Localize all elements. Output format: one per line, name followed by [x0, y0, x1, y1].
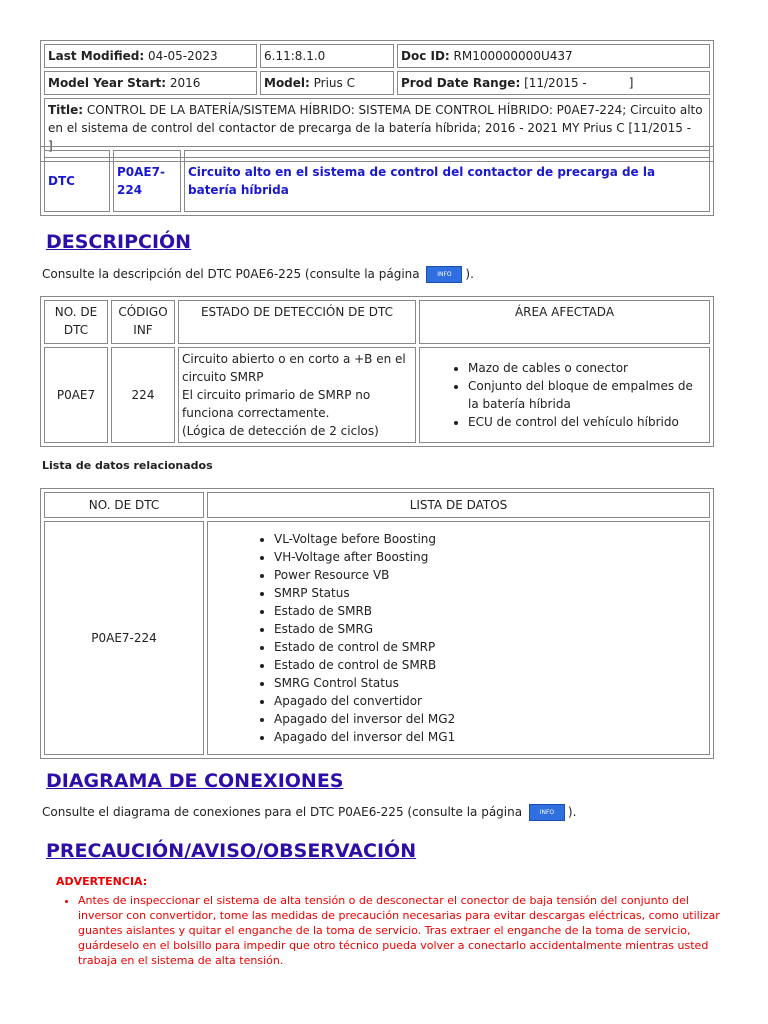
- cell-code: 224: [111, 347, 175, 443]
- list-item: • SMRG Control Status: [274, 674, 709, 692]
- doc-id-cell: [397, 44, 710, 68]
- last-modified-value: 04-05-2023: [144, 49, 218, 63]
- doc-id-label: Doc ID:: [401, 49, 450, 63]
- header-codigo-inf: CÓDIGO INF: [111, 300, 175, 344]
- cell-state: [178, 347, 416, 443]
- doc-id-value: RM100000000U437: [449, 49, 573, 63]
- list-item: • VH-Voltage after Boosting: [274, 548, 709, 566]
- prod-range-cell: [397, 71, 710, 95]
- prod-range-label: Prod Date Range:: [401, 76, 521, 90]
- cell-data-list: [207, 521, 710, 755]
- areas-list: [450, 359, 706, 431]
- dtc-code: P0AE7-224: [113, 150, 181, 212]
- title-label: Title:: [48, 103, 84, 117]
- list-item: • Estado de control de SMRB: [274, 656, 709, 674]
- dtc-header-table: [40, 146, 714, 216]
- diagrama-text-after: ).: [567, 805, 577, 819]
- version-cell: 6.11:8.1.0: [260, 44, 394, 68]
- document-meta-table: [40, 40, 730, 162]
- header-area: ÁREA AFECTADA: [419, 300, 710, 344]
- warning-list: [62, 893, 730, 968]
- descripcion-text-before: Consulte la descripción del DTC P0AE6-225 (consulte la página: [42, 267, 424, 281]
- diagrama-heading: DIAGRAMA DE CONEXIONES: [46, 770, 344, 792]
- model-year-value: 2016: [166, 76, 201, 90]
- list-item: • SMRP Status: [274, 584, 709, 602]
- descripcion-text: [42, 266, 474, 283]
- last-modified-label: Last Modified:: [48, 49, 145, 63]
- list-item: • Conjunto del bloque de empalmes de la batería híbrida: [468, 377, 706, 413]
- last-modified-cell: [44, 44, 257, 68]
- header-estado: ESTADO DE DETECCIÓN DE DTC: [178, 300, 416, 344]
- header-lista-datos: LISTA DE DATOS: [207, 492, 710, 518]
- title-value: CONTROL DE LA BATERÍA/SISTEMA HÍBRIDO: SISTEMA DE CONTROL HÍBRIDO: P0AE7-224; Circuito alto en el sistema de control del contactor de precarga de la batería híbrida; 2016 - 2021 MY Prius C [11/2015 - ]: [48, 103, 730, 153]
- list-item: • Estado de control de SMRP: [274, 638, 709, 656]
- warning-item: • Antes de inspeccionar el sistema de alta tensión o de desconectar el conector de baja tensión del conjunto del inversor con convertidor, tome las medidas de precaución necesarias para evitar descargas eléctricas, como utilizar guantes aislantes y quitar el enganche de la toma de servicio. Tras extraer el enganche de la toma de servicio, guárdeselo en el bolsillo para impedir que otro técnico pueda volver a conectarlo accidentalmente mientras usted trabaja en el sistema de alta tensión.: [78, 893, 730, 968]
- precaucion-heading: PRECAUCIÓN/AVISO/OBSERVACIÓN: [46, 840, 417, 862]
- model-value: Prius C: [309, 76, 355, 90]
- list-item: • Estado de SMRG: [274, 620, 709, 638]
- list-item: • Estado de SMRB: [274, 602, 709, 620]
- info-button[interactable]: INFO: [426, 266, 462, 283]
- state-line-2: El circuito primario de SMRP no funciona correctamente.: [182, 388, 371, 420]
- related-data-table: [40, 488, 714, 759]
- list-item: • Power Resource VB: [274, 566, 709, 584]
- list-item: • Apagado del inversor del MG2: [274, 710, 709, 728]
- diagrama-text-before: Consulte el diagrama de conexiones para el DTC P0AE6-225 (consulte la página: [42, 805, 526, 819]
- list-item: • VL-Voltage before Boosting: [274, 530, 709, 548]
- data-list: [256, 530, 709, 746]
- cell-dtc: P0AE7-224: [44, 521, 204, 755]
- diagrama-text: [42, 804, 576, 821]
- table-row: [44, 347, 710, 443]
- list-item: • Apagado del convertidor: [274, 692, 709, 710]
- model-cell: [260, 71, 394, 95]
- list-item: • Apagado del inversor del MG1: [274, 728, 709, 746]
- warning-title: ADVERTENCIA:: [56, 875, 148, 888]
- cell-dtc: P0AE7: [44, 347, 108, 443]
- descripcion-heading: DESCRIPCIÓN: [46, 231, 192, 253]
- header-dtc-no: NO. DE DTC: [44, 492, 204, 518]
- header-dtc-no: NO. DE DTC: [44, 300, 108, 344]
- model-label: Model:: [264, 76, 310, 90]
- prod-range-value: [11/2015 - ]: [520, 76, 634, 90]
- state-line-3: (Lógica de detección de 2 ciclos): [182, 424, 379, 438]
- model-year-cell: [44, 71, 257, 95]
- dtc-detection-table: [40, 296, 714, 447]
- table-row: [44, 521, 710, 755]
- info-button[interactable]: INFO: [529, 804, 565, 821]
- state-line-1: Circuito abierto o en corto a +B en el circuito SMRP: [182, 352, 406, 384]
- cell-areas: [419, 347, 710, 443]
- list-item: • Mazo de cables o conector: [468, 359, 706, 377]
- descripcion-text-after: ).: [465, 267, 474, 281]
- related-data-title: Lista de datos relacionados: [42, 459, 213, 472]
- list-item: • ECU de control del vehículo híbrido: [468, 413, 706, 431]
- dtc-description: Circuito alto en el sistema de control del contactor de precarga de la batería híbrida: [184, 150, 710, 212]
- model-year-label: Model Year Start:: [48, 76, 167, 90]
- dtc-label: DTC: [44, 150, 110, 212]
